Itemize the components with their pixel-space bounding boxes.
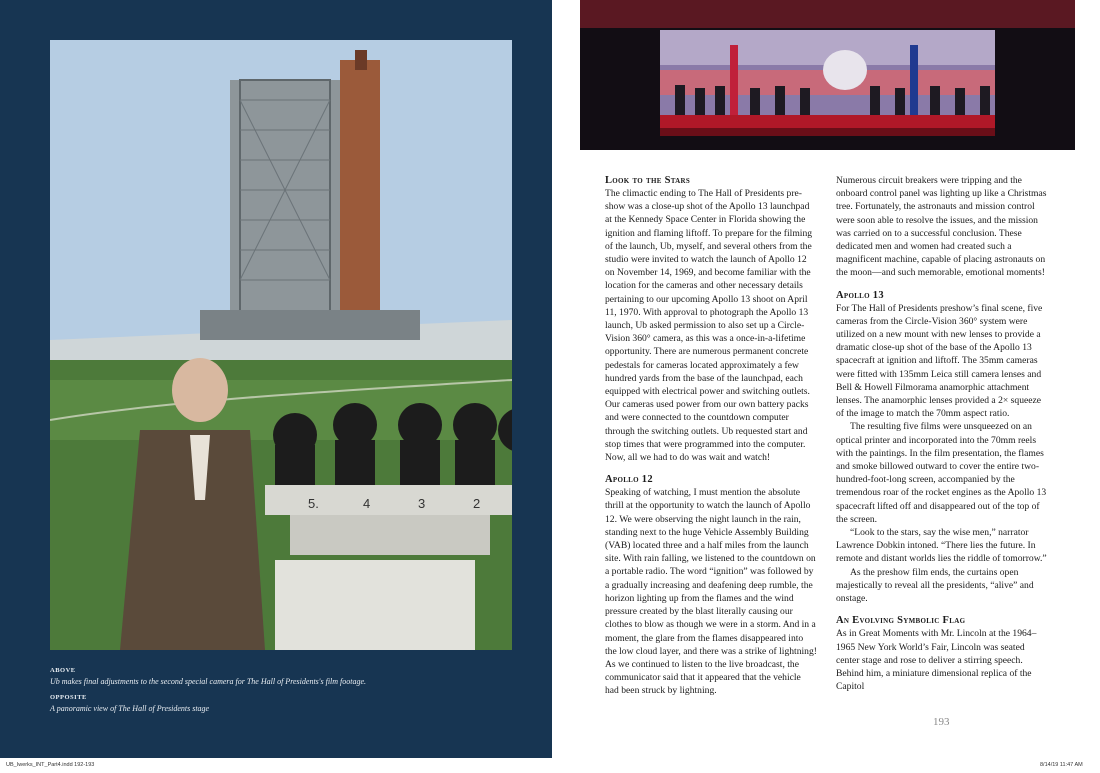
section-paragraph: The climactic ending to The Hall of Presidents pre-show was a close-up shot of the Apollo 13 launchpad at the Kennedy Space Center in Florida showing the ignition and flaming liftoff. To prepare for the filming of the launch, Ub, myself, and several others from the studio were invited to watch the launch of Apollo 12 on November 14, 1969, and become familiar with the location for the cameras and other necessary details pertaining to our upcoming Apollo 13 shoot on April 11, 1970. With approval to photograph the Apollo 13 launch, Ub asked permission to also set up a Circle-Vision 360° camera, as this was a once-in-a-lifetime opportunity. There are numerous permanent concrete pedestals for cameras located approximately a few hundred yards from the base of the launchpad, each equipped with electrical power and switching outlets. Our cameras used power from our own battery packs and were connected to the countdown computer through the switching outlets. Ub requested start and stop times that were programmed into the computer. Now, all we had to do was wait and watch! [605, 188, 813, 464]
svg-text:5.: 5. [308, 496, 319, 511]
text-column-right [836, 174, 1048, 693]
hall-of-presidents-stage-photo [580, 0, 1075, 150]
caption-opposite-head: OPPOSITE [50, 694, 87, 701]
launchpad-photo-illustration [50, 40, 512, 650]
svg-text:2: 2 [473, 496, 481, 511]
section-title-look-to-the-stars: Look to the Stars [605, 175, 691, 186]
section-paragraph: As the preshow film ends, the curtains open majestically to reveal all the presidents, “alive” and onstage. [836, 566, 1034, 605]
page-number: 193 [933, 716, 950, 728]
print-slug-left: UB_Iwerks_INT_Part4.indd 192-193 [6, 762, 95, 768]
text-column-left [605, 174, 817, 698]
caption-above-head: ABOVE [50, 667, 76, 674]
section-paragraph: The resulting five films were unsqueezed on an optical printer and incorporated into the 70mm reels with the paintings. In the film presentation, the flames and smoke billowed outward to cover the entire two-hundred-foot-long screen, accompanied by the tremendous roar of the rocket engines as the Apollo 13 spacecraft lifted off and disappeared out of the top of the screen. [836, 421, 1047, 525]
section-title-apollo-13: Apollo 13 [836, 289, 884, 301]
left-page [0, 0, 552, 758]
section-paragraph: “Look to the stars, say the wise men,” narrator Lawrence Dobkin intoned. “There lies the future. In remote and distant worlds lies the riddle of tomorrow.” [836, 527, 1047, 565]
print-slug-right: 8/14/19 11:47 AM [1040, 762, 1083, 768]
section-paragraph: As in Great Moments with Mr. Lincoln at the 1964–1965 New York World’s Fair, Lincoln was seated center stage and rose to deliver a stirring speech. Behind him, a miniature dimensional replica of the Capitol [836, 628, 1037, 693]
section-title-evolving-symbolic-flag: An Evolving Symbolic Flag [836, 615, 966, 627]
svg-text:4: 4 [363, 496, 371, 511]
section-title-apollo-12: Apollo 12 [605, 474, 653, 486]
photo-captions [50, 665, 520, 719]
launchpad-photo [50, 40, 512, 650]
section-paragraph: For The Hall of Presidents preshow’s final scene, five cameras from the Circle-Vision 360° system were utilized on a new mount with new lenses to provide a dramatic close-up shot of the base of the Apollo 13 spacecraft at ignition and liftoff. The 35mm cameras were fitted with 135mm Leica still camera lenses and Bell & Howell Filmorama anamorphic attachment lenses. The anamorphic lenses provided a 2× squeeze of the image to match the 70mm aspect ratio. [836, 302, 1043, 420]
caption-opposite-text: A panoramic view of The Hall of Presidents stage [50, 704, 210, 713]
svg-text:3: 3 [418, 496, 426, 511]
stage-photo-illustration [580, 0, 1075, 150]
section-paragraph: Speaking of watching, I must mention the absolute thrill at the opportunity to watch the launch of Apollo 12. We were observing the night launch in the rain, standing next to the huge Vehicle Assembly Building (VAB) located three and a half miles from the launch site. With rain falling, we listened to the countdown on a portable radio. The word “ignition” was followed by a gradually increasing and deafening deep rumble, the horizon lighting up from the flames and the wind pressure created by the blast literally causing our clothes to blow as though we were in a storm. And in a moment, the glare from the flames disappeared into the low cloud layer, and there was a strike of lightning! As we continued to listen to the live broadcast, the communicator said that it appeared that the vehicle had been struck by lightning. [605, 487, 817, 697]
section-paragraph: Numerous circuit breakers were tripping and the onboard control panel was lighting up like a Christmas tree. Fortunately, the astronauts and mission control were soon able to resolve the issues, and the mission was carried on to a successful conclusion. These dedicated men and women had created such a magnificent machine, capable of placing astronauts on the moon—and such memorable, emotional moments! [836, 175, 1047, 279]
caption-above-text: Ub makes final adjustments to the second special camera for The Hall of Presidents's film footage. [50, 677, 367, 686]
